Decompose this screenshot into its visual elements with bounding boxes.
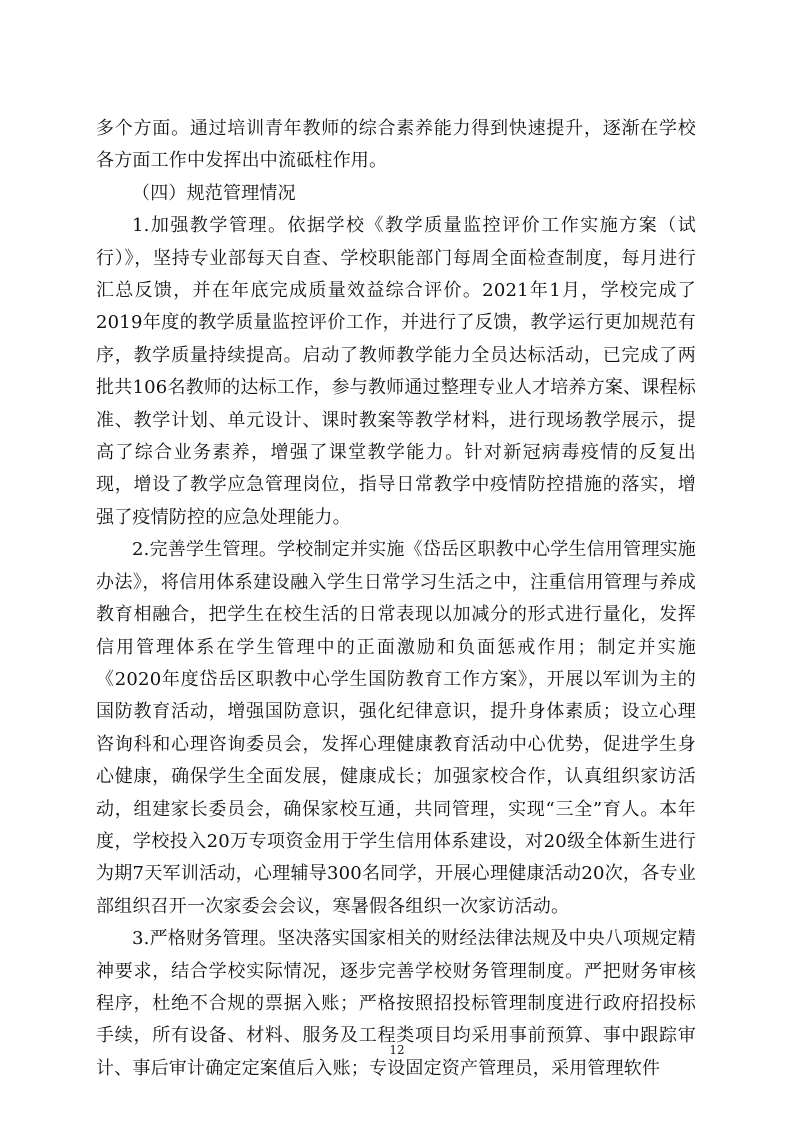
paragraph-student-management: 2.完善学生管理。学校制定并实施《岱岳区职教中心学生信用管理实施办法》，将信用体系建设融入学生日常学习生活之中，注重信用管理与养成教育相融合，把学生在校生活的日常表现以加减分的形式进行量化，发挥信用管理体系在学生管理中的正面激励和负面惩戒作用；制定并实施《2020年度岱岳区职教中心学生国防教育工作方案》，开展以军训为主的国防教育活动，增强国防意识，强化纪律意识，提升身体素质；设立心理咨询科和心理咨询委员会，发挥心理健康教育活动中心优势，促进学生身心健康，确保学生全面发展，健康成长；加强家校合作，认真组织家访活动，组建家长委员会，确保家校互通，共同管理，实现“三全”育人。本年度，学校投入20万专项资金用于学生信用体系建设，对20级全体新生进行为期7天军训活动，心理辅导300名同学，开展心理健康活动20次，各专业部组织召开一次家委会会议，寒暑假各组织一次家访活动。 (96, 539, 696, 917)
section-heading: （四）规范管理情况 (132, 182, 296, 204)
paragraph-teaching-management: 1.加强教学管理。依据学校《教学质量监控评价工作实施方案（试行）》，坚持专业部每天自查、学校职能部门每周全面检查制度，每月进行汇总反馈，并在年底完成质量效益综合评价。2021年1月，学校完成了2019年度的教学质量监控评价工作，并进行了反馈，教学运行更加规范有序，教学质量持续提高。启动了教师教学能力全员达标活动，已完成了两批共106名教师的达标工作，参与教师通过整理专业人才培养方案、课程标准、教学计划、单元设计、课时教案等教学材料，进行现场教学展示，提高了综合业务素养，增强了课堂教学能力。针对新冠病毒疫情的反复出现，增设了教学应急管理岗位，指导日常教学中疫情防控措施的落实，增强了疫情防控的应急处理能力。 (96, 215, 696, 528)
page-body (96, 113, 696, 1085)
paragraph-financial-management: 3.严格财务管理。坚决落实国家相关的财经法律法规及中央八项规定精神要求，结合学校实际情况，逐步完善学校财务管理制度。严把财务审核程序，杜绝不合规的票据入账；严格按照招投标管理制度进行政府招投标手续，所有设备、材料、服务及工程类项目均采用事前预算、事中跟踪审计、事后审计确定定案值后入账；专设固定资产管理员，采用管理软件 (96, 928, 696, 1079)
paragraph-continuation: 多个方面。通过培训青年教师的综合素养能力得到快速提升，逐渐在学校各方面工作中发挥出中流砥柱作用。 (96, 118, 696, 172)
page-number: 12 (389, 1043, 405, 1057)
